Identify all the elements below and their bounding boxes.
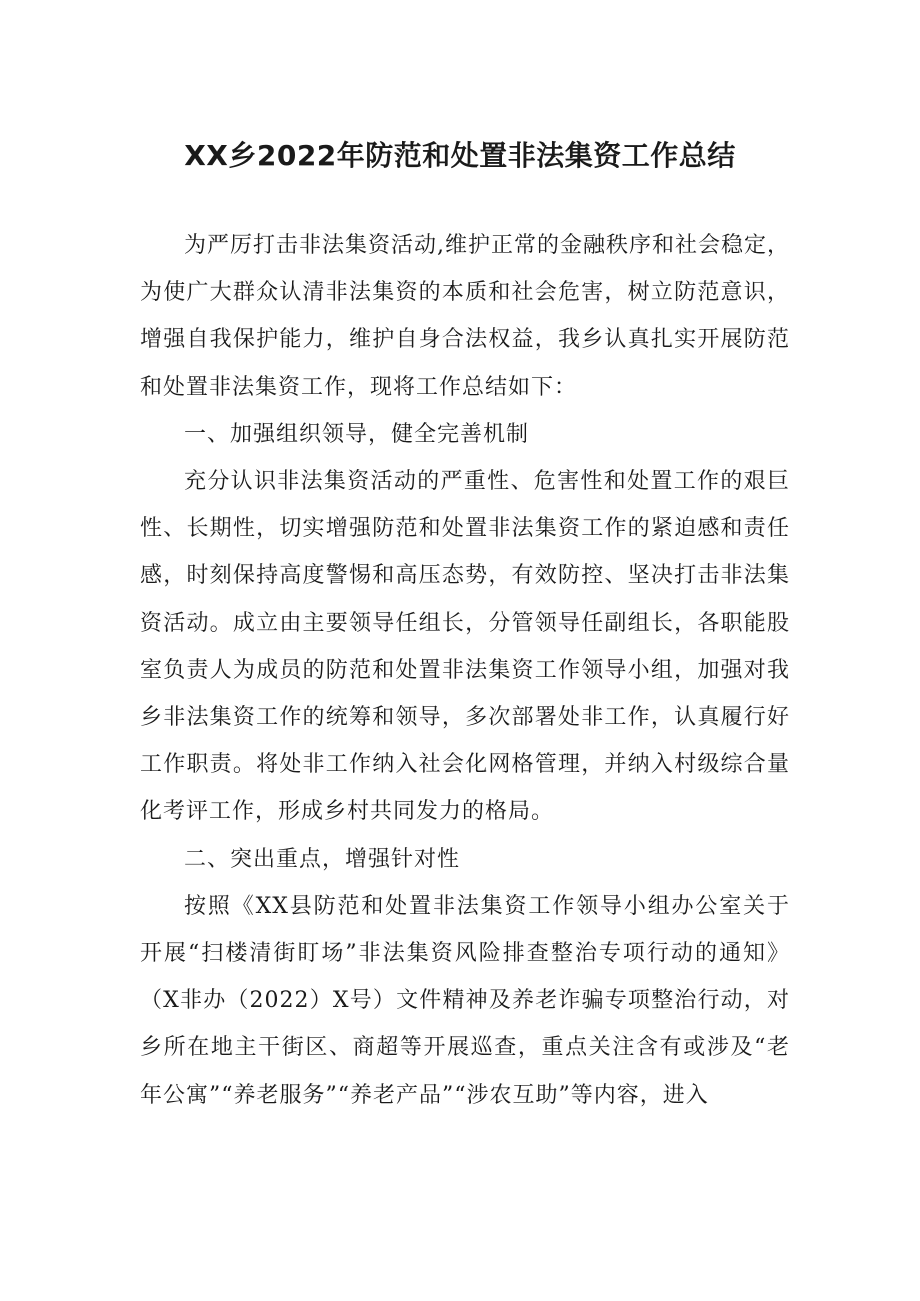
document-body <box>140 222 790 1119</box>
section-heading-2: 二、突出重点，增强针对性 <box>184 846 461 872</box>
document-title: XX乡2022年防范和处置非法集资工作总结 <box>184 139 736 172</box>
section-2-paragraph: 按照《XX县防范和处置非法集资工作领导小组办公室关于开展“扫楼清街盯场”非法集资风险排查整治专项行动的通知》（X非办（2022）X号）文件精神及养老诈骗专项整治行动，对乡所在地主干街区、商超等开展巡查，重点关注含有或涉及“老年公寓”“养老服务”“养老产品”“涉农互助”等内容，进入 <box>140 893 790 1108</box>
intro-paragraph: 为严厉打击非法集资活动,维护正常的金融秩序和社会稳定，为使广大群众认清非法集资的本质和社会危害，树立防范意识，增强自我保护能力，维护自身合法权益，我乡认真扎实开展防范和处置非法集资工作，现将工作总结如下： <box>140 233 790 400</box>
section-heading-1: 一、加强组织领导，健全完善机制 <box>184 421 530 447</box>
section-1-paragraph: 充分认识非法集资活动的严重性、危害性和处置工作的艰巨性、长期性，切实增强防范和处置非法集资工作的紧迫感和责任感，时刻保持高度警惕和高压态势，有效防控、坚决打击非法集资活动。成立由主要领导任组长，分管领导任副组长，各职能股室负责人为成员的防范和处置非法集资工作领导小组，加强对我乡非法集资工作的统筹和领导，多次部署处非工作，认真履行好工作职责。将处非工作纳入社会化网格管理，并纳入村级综合量化考评工作，形成乡村共同发力的格局。 <box>140 469 790 825</box>
